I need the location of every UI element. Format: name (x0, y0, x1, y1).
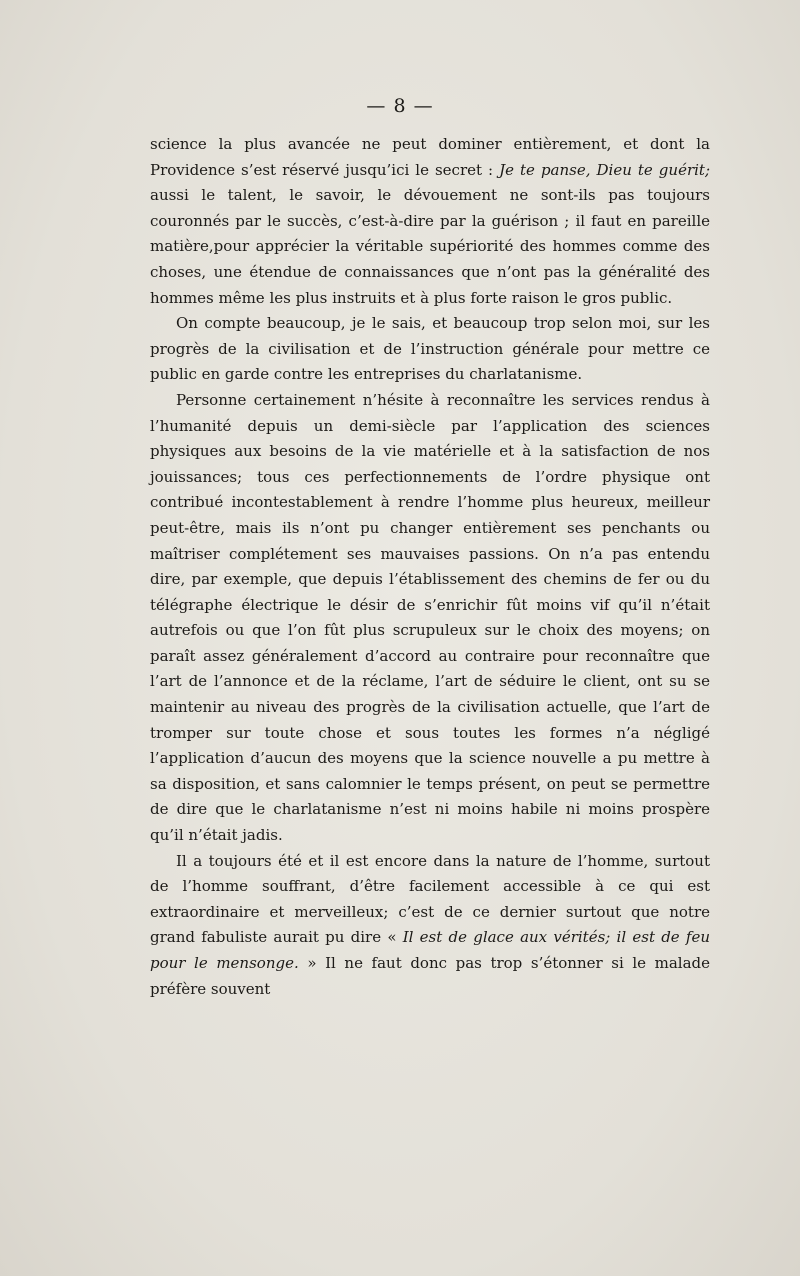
paragraph-3: Personne certainement n’hésite à reconnaître les services rendus à l’humanité depuis un demi-siècle par l’application des sciences physiques aux besoins de la vie matérielle et à la satisfaction de nos jouissances; tous ces perfectionnements de l’ordre physique ont contribué incontestablement à rendre l’homme plus heureux, meilleur peut-être, mais ils n’ont pu changer entièrement ses penchants ou maîtriser complétement ses mauvaises passions. On n’a pas entendu dire, par exemple, que depuis l’établissement des chemins de fer ou du télégraphe électrique le désir de s’enrichir fût moins vif qu’il n’était autrefois ou que l’on fût plus scrupuleux sur le choix des moyens; on paraît assez généralement d’accord au contraire pour reconnaître que l’art de l’annonce et de la réclame, l’art de séduire le client, ont su se maintenir au niveau des progrès de la civilisation actuelle, que l’art de tromper sur toute chose et sous toutes les formes n’a négligé l’application d’aucun des moyens que la science nouvelle a pu mettre à sa disposition, et sans calomnier le temps présent, on peut se permettre de dire que le charlatanisme n’est ni moins habile ni moins prospère qu’il n’était jadis. (150, 390, 710, 845)
paragraph-2: On compte beaucoup, je le sais, et beaucoup trop selon moi, sur les progrès de la civilisation et de l’instruction générale pour mettre ce public en garde contre les entreprises du charlatanisme. (150, 314, 710, 384)
page-number: — 8 — (366, 95, 434, 117)
paragraph-1-quote: Je te panse, Dieu te guérit; (499, 160, 711, 179)
paragraph-1-text-a: science la plus avancée ne peut dominer entièrement, et dont la Providence s’est réservé jusqu’ici le secret : (150, 135, 710, 179)
paragraph-1 (150, 132, 710, 311)
paragraph-1-text-b: aussi le talent, le savoir, le dévouement ne sont-ils pas toujours couronnés par le succès, c’est-à-dire par la guérison ; il faut en pareille matière,pour apprécier la véritable supériorité des hommes comme des choses, une étendue de connaissances que n’ont pas la généralité des hommes même les plus instruits et à plus forte raison le gros public. (150, 186, 710, 307)
body-text (150, 132, 710, 1002)
paragraph-4 (150, 849, 710, 1003)
paragraph-4-text-a: Il a toujours été et il est encore dans la nature de l’homme, surtout de l’homme souffrant, d’être facilement accessible à ce qui est extraordinaire et merveilleux; c’est de ce dernier surtout que notre grand fabuliste aurait pu dire « (150, 851, 710, 947)
paragraph-4-text-b: » Il ne faut donc pas trop s’étonner si le malade préfère souvent (150, 954, 710, 998)
paragraph-4-quote: Il est de glace aux vérités; il est de feu pour le mensonge. (150, 928, 711, 972)
